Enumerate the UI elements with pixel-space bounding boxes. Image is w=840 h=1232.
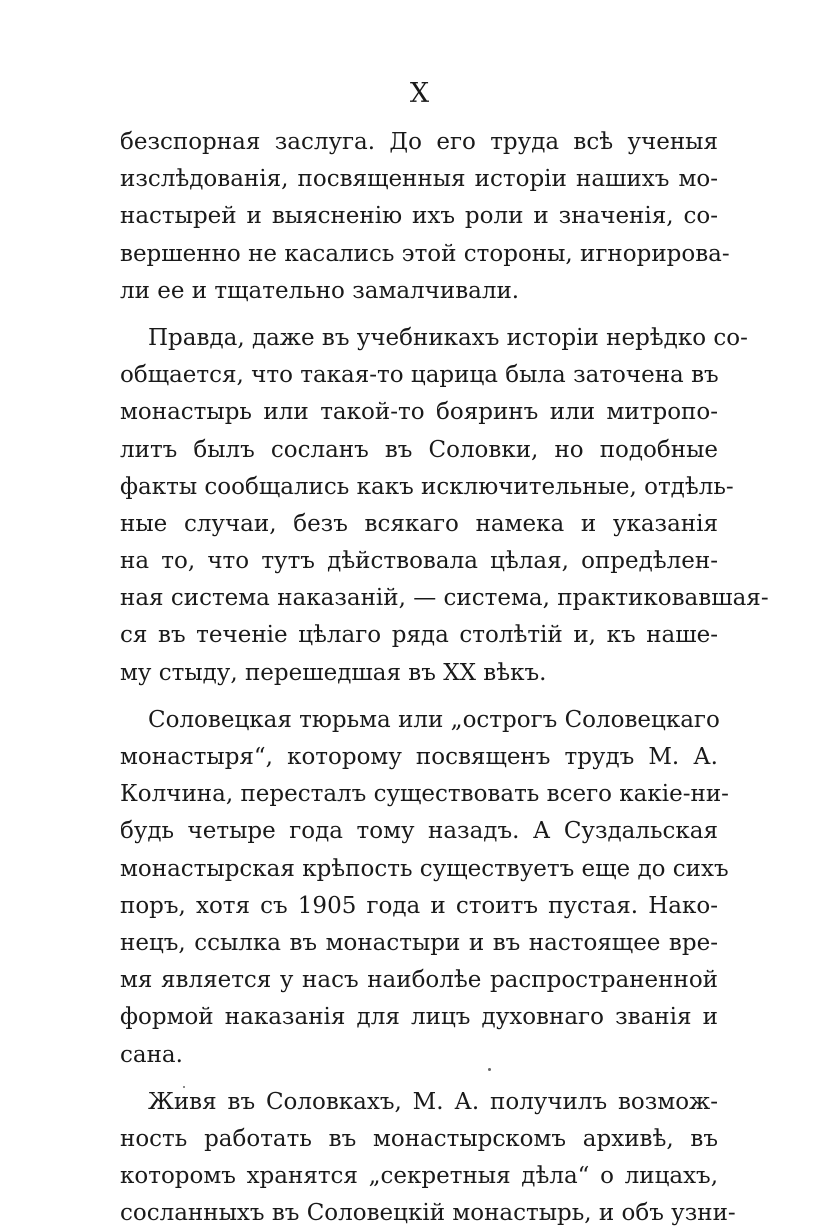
print-speck [488, 1068, 491, 1071]
body-text [120, 124, 769, 1232]
page-number: X [409, 78, 431, 109]
text-line: сосланныхъ въ Соловецкій монастырь, и объ узни- [120, 1200, 736, 1227]
text-line: монастырская крѣпость существуетъ еще до сихъ [120, 855, 729, 882]
text-line: на то, что тутъ дѣйствовала цѣлая, опредѣлен- [120, 548, 718, 575]
text-line: ся въ теченіе цѣлаго ряда столѣтій и, къ наше- [120, 622, 718, 649]
text-line: нецъ, ссылка въ монастыри и въ настоящее вре- [120, 929, 718, 956]
text-line: сана. [120, 1041, 183, 1068]
text-line: Колчина, пересталъ существовать всего какіе-ни- [120, 781, 729, 808]
paragraph-gap [120, 1074, 718, 1084]
text-line: настырей и выясненію ихъ роли и значенія, со- [120, 203, 718, 230]
text-line: вершенно не касались этой стороны, игнорирова- [120, 240, 730, 267]
text-line: литъ былъ сосланъ въ Соловки, но подобные [120, 436, 718, 463]
text-line: монастыря“, которому посвященъ трудъ М. А. [120, 744, 718, 770]
text-line: поръ, хотя съ 1905 года и стоитъ пустая. Нако- [120, 892, 718, 919]
paragraph-2 [120, 320, 769, 692]
text-line: Живя въ Соловкахъ, М. А. получилъ возмож- [148, 1088, 718, 1115]
text-line: будь четыре года тому назадъ. А Суздальская [120, 818, 718, 845]
text-line: изслѣдованія, посвященныя исторіи нашихъ мо- [120, 166, 718, 193]
text-line: факты сообщались какъ исключительные, отдѣль- [120, 473, 734, 500]
text-line: мя является у насъ наиболѣе распространенной [120, 967, 718, 994]
paragraph-4 [120, 1084, 736, 1232]
text-line: которомъ хранятся „секретныя дѣла“ о лицахъ, [120, 1163, 718, 1190]
paragraph-gap [120, 692, 718, 702]
print-speck [183, 1086, 185, 1088]
text-line: общается, что такая-то царица была заточена въ [120, 362, 719, 389]
text-line: Правда, даже въ учебникахъ исторіи нерѣдко со- [148, 324, 748, 351]
text-line: му стыду, перешедшая въ XX вѣкъ. [120, 659, 547, 686]
paragraph-3 [120, 702, 729, 1074]
text-line: монастырь или такой-то бояринъ или митропо- [120, 399, 718, 426]
paragraph-gap [120, 310, 718, 320]
text-line: формой наказанія для лицъ духовнаго званія и [120, 1004, 718, 1031]
paragraph-1 [120, 124, 730, 310]
text-line: Соловецкая тюрьма или „острогъ Соловецкаго [148, 706, 720, 733]
text-line: ные случаи, безъ всякаго намека и указанія [120, 510, 718, 537]
text-line: безспорная заслуга. До его труда всѣ ученыя [120, 129, 718, 155]
text-line: ность работать въ монастырскомъ архивѣ, въ [120, 1125, 718, 1152]
text-line: ли ее и тщательно замалчивали. [120, 277, 520, 304]
text-line: ная система наказаній, — система, практиковавшая- [120, 585, 769, 612]
